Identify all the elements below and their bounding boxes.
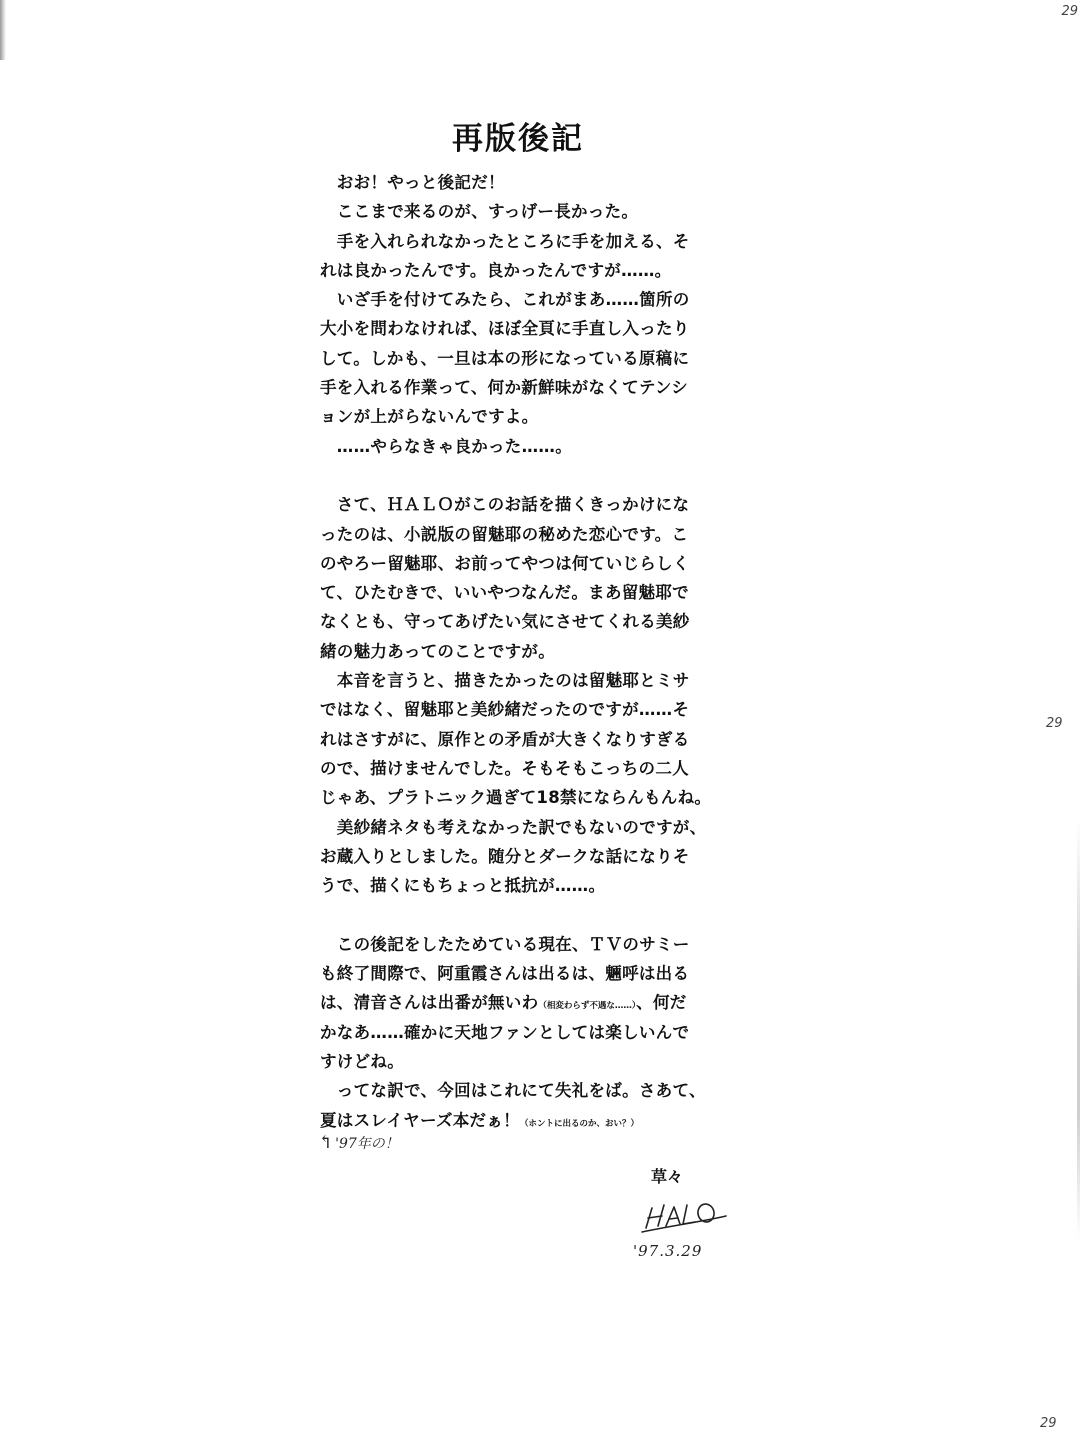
text-line-25: うで、描くにもちょっと抵抗が……。 (320, 876, 606, 896)
handwritten-date: '97.3.29 (633, 1242, 703, 1260)
text-line-2: ここまで来るのが、すっげー長かった。 (320, 202, 639, 222)
text-line-7: して。しかも、一旦は本の形になっている原稿に (320, 348, 690, 368)
text-line-4: れは良かったんです。良かったんですが……。 (320, 260, 672, 280)
scan-edge-shadow (0, 0, 6, 60)
text-line-27: この後記をしたためている現在、ＴＶのサミー (320, 934, 690, 954)
signature-halo (640, 1196, 730, 1236)
hook-arrow-icon: ↰ (318, 1132, 334, 1153)
text-line-30: かなあ……確かに天地ファンとしては楽しいんで (320, 1022, 690, 1042)
text-line-29-tail: 、何だ (636, 993, 687, 1013)
text-line-1: おお！やっと後記だ！ (320, 173, 505, 192)
text-line-33-main: 夏はスレイヤーズ本だぁ！ (320, 1110, 520, 1130)
text-line-12: さて、ＨＡＬＯがこのお話を描くきっかけにな (320, 495, 690, 515)
aside-note-1: （相変わらず不遇な……） (538, 1001, 637, 1012)
text-line-29 (320, 988, 730, 1017)
text-line-22: じゃあ、プラトニック過ぎて18禁にならんもんね。 (320, 788, 712, 808)
text-line-9: ョンが上がらないんですよ。 (320, 407, 539, 427)
text-line-6: 大小を問わなければ、ほぼ全頁に手直し入ったり (320, 319, 690, 339)
text-line-10: ……やらなきゃ良かった……。 (320, 436, 572, 456)
text-line-8: 手を入れる作業って、何か新鮮味がなくてテンシ (320, 378, 689, 398)
page-number-middle: 29 (1046, 716, 1063, 731)
closing-salutation: 草々 (651, 1167, 684, 1186)
text-line-29-main: は、清音さんは出番が無いわ (320, 993, 539, 1013)
text-line-3: 手を入れられなかったところに手を加える、そ (320, 231, 690, 251)
page-number-top: 29 (1061, 4, 1078, 19)
text-line-20: れはさすがに、原作との矛盾が大きくなりすぎる (320, 729, 690, 749)
aside-note-2: （ホントに出るのか、おい？） (519, 1118, 639, 1129)
text-line-17: 緒の魅力あってのことですが。 (320, 641, 556, 661)
text-line-15: て、ひたむきで、いいやつなんだ。まあ留魅耶で (320, 583, 689, 603)
text-line-33 (320, 1106, 730, 1135)
text-line-21: ので、描けませんでした。そもそもこっちの二人 (320, 758, 689, 778)
text-line-28: も終了間際で、阿重霞さんは出るは、魎呼は出る (320, 964, 690, 984)
text-line-16: なくとも、守ってあげたい気にさせてくれる美紗 (320, 612, 690, 632)
paragraph-gap (320, 461, 730, 490)
handwritten-note (318, 1132, 399, 1153)
afterword-body (320, 168, 730, 1135)
page-title: 再版後記 (452, 120, 584, 157)
text-line-32: ってな訳で、今回はこれにて失礼をば。さあて、 (320, 1081, 706, 1101)
text-line-14: のやろー留魅耶、お前ってやつは何ていじらしく (320, 553, 690, 573)
paragraph-gap (320, 900, 730, 929)
text-line-19: ではなく、留魅耶と美紗緒だったのですが……そ (320, 700, 690, 720)
text-line-24: お蔵入りとしました。随分とダークな話になりそ (320, 846, 690, 866)
text-line-18: 本音を言うと、描きたかったのは留魅耶とミサ (320, 671, 690, 691)
text-line-5: いざ手を付けてみたら、これがまあ……箇所の (320, 290, 690, 310)
text-line-23: 美紗緒ネタも考えなかった訳でもないのですが、 (320, 817, 707, 837)
text-line-13: ったのは、小説版の留魅耶の秘めた恋心です。こ (320, 524, 689, 544)
handwritten-note-text: '97年の！ (335, 1136, 399, 1152)
page-number-bottom: 29 (1040, 1416, 1057, 1431)
text-line-31: すけどね。 (320, 1051, 404, 1071)
